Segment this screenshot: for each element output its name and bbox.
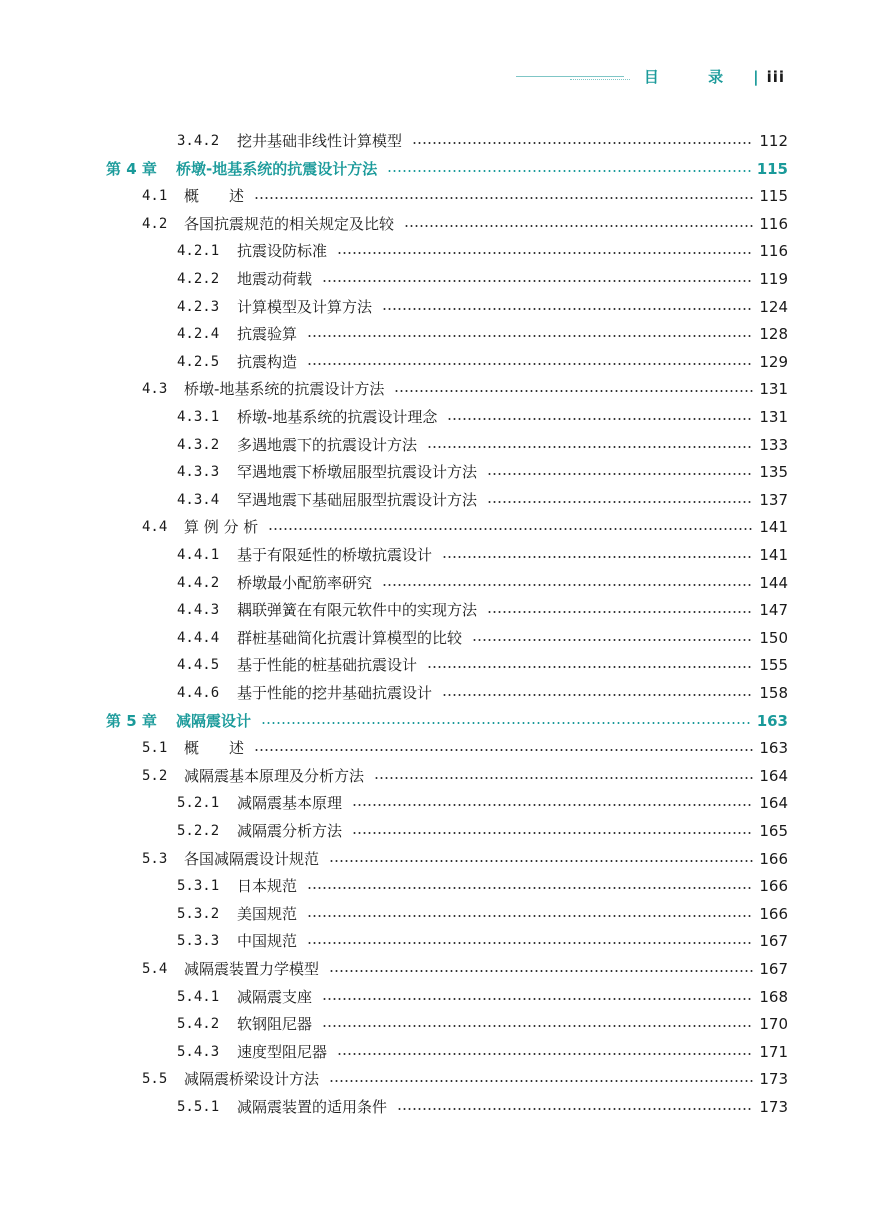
toc-entry[interactable] (142, 211, 788, 237)
toc-entry-number: 5.5.1 (177, 1099, 220, 1115)
toc-entry-page: 163 (759, 739, 788, 758)
toc-entry-page: 171 (759, 1042, 788, 1061)
toc-entry-number: 5.4.3 (177, 1043, 220, 1060)
toc-entry-page: 133 (759, 435, 788, 454)
toc-entry-number: 4.3.3 (177, 464, 220, 481)
dot-leader (352, 804, 753, 806)
toc-entry[interactable] (177, 487, 788, 513)
toc-entry-page: 155 (759, 656, 788, 675)
dot-leader (394, 390, 753, 392)
toc-entry-page: 115 (759, 187, 788, 206)
toc-entry-number: 3.4.2 (177, 133, 220, 149)
toc-entry[interactable] (177, 266, 788, 292)
toc-entry-title: 挖井基础非线性计算模型 (237, 132, 403, 150)
toc-entry-title: 减隔震基本原理及分析方法 (184, 766, 365, 785)
toc-entry-title: 美国规范 (237, 904, 298, 923)
toc-entry-page: 173 (759, 1098, 788, 1116)
toc-entry[interactable] (177, 873, 788, 899)
toc-entry-title: 抗震验算 (237, 325, 298, 344)
toc-entry[interactable] (177, 432, 788, 458)
toc-entry[interactable] (142, 956, 788, 982)
dot-leader (487, 501, 753, 503)
toc-entry[interactable] (177, 128, 788, 154)
toc-entry-title: 桥墩最小配筋率研究 (237, 573, 373, 592)
toc-chapter-entry[interactable] (106, 708, 788, 734)
toc-entry-page: 137 (759, 490, 788, 509)
toc-entry-number: 5.4.1 (177, 988, 220, 1005)
toc-entry-title: 计算模型及计算方法 (237, 297, 373, 316)
toc-entry-title: 抗震构造 (237, 352, 298, 371)
toc-entry-number: 5.2.1 (177, 795, 220, 812)
toc-entry-number: 4.2.5 (177, 353, 220, 370)
toc-entry-title: 耦联弹簧在有限元软件中的实现方法 (237, 601, 478, 620)
dot-leader (322, 998, 753, 1000)
dot-leader (322, 1025, 753, 1027)
toc-entry-page: 150 (759, 628, 788, 647)
toc-entry-page: 116 (759, 214, 788, 233)
toc-entry-page: 167 (759, 960, 788, 978)
toc-entry-title: 罕遇地震下桥墩屈服型抗震设计方法 (237, 463, 478, 482)
toc-entry[interactable] (177, 818, 788, 844)
toc-entry[interactable] (142, 735, 788, 761)
toc-entry-number: 5.3.1 (177, 878, 220, 895)
header-rule (516, 76, 624, 77)
toc-entry-page: 158 (759, 684, 788, 702)
toc-entry[interactable] (177, 652, 788, 678)
toc-entry-title: 减隔震支座 (237, 987, 313, 1006)
toc-entry-number: 4.4.2 (177, 574, 220, 591)
toc-entry-page: 141 (759, 546, 788, 564)
dot-leader (397, 1108, 753, 1110)
toc-entry-title: 桥墩-地基系统的抗震设计方法 (184, 380, 385, 399)
toc-entry-title: 算 例 分 析 (184, 518, 259, 537)
toc-entry-number: 5.5 (142, 1071, 168, 1088)
toc-entry-page: 164 (759, 766, 788, 785)
toc-entry[interactable] (177, 597, 788, 623)
dot-leader (404, 225, 753, 227)
toc-entry-page: 168 (759, 987, 788, 1006)
toc-entry[interactable] (177, 238, 788, 264)
dot-leader (254, 749, 753, 751)
dot-leader (472, 639, 753, 641)
toc-entry-page: 167 (759, 932, 788, 951)
toc-entry[interactable] (177, 1094, 788, 1120)
dot-leader (487, 473, 753, 475)
toc-entry-number: 5.3.3 (177, 933, 220, 950)
toc-entry-number: 4.4.1 (177, 547, 220, 563)
dot-leader (261, 722, 751, 724)
dot-leader (387, 170, 750, 172)
toc-entry-number: 4.2 (142, 215, 168, 232)
toc-entry-number: 4.4 (142, 519, 168, 536)
dot-leader (329, 860, 753, 862)
toc-entry-number: 4.2.4 (177, 326, 220, 343)
toc-entry-title: 基于性能的桩基础抗震设计 (237, 656, 418, 675)
toc-entry-title: 减隔震基本原理 (237, 794, 343, 813)
toc-entry-title: 软钢阻尼器 (237, 1015, 313, 1034)
toc-entry-number: 4.4.5 (177, 657, 220, 674)
dot-leader (307, 915, 753, 917)
toc-entry-page: 147 (759, 601, 788, 620)
toc-entry[interactable] (177, 984, 788, 1010)
toc-entry[interactable] (177, 404, 788, 430)
toc-entry-page: 115 (756, 159, 788, 178)
toc-entry-number: 4.3 (142, 381, 168, 398)
toc-entry[interactable] (177, 1039, 788, 1065)
toc-entry[interactable] (142, 183, 788, 209)
toc-entry-title: 速度型阻尼器 (237, 1042, 328, 1061)
dot-leader (329, 1080, 753, 1082)
toc-entry-number: 5.3 (142, 850, 168, 867)
dot-leader (307, 335, 753, 337)
dot-leader (337, 1053, 753, 1055)
dot-leader (442, 694, 753, 696)
dot-leader (487, 611, 753, 613)
toc-entry[interactable] (142, 763, 788, 789)
toc-entry-number: 5.4.2 (177, 1016, 220, 1033)
toc-chapter-entry[interactable] (106, 156, 788, 182)
toc-entry-number: 5.3.2 (177, 905, 220, 922)
toc-entry-title: 基于性能的挖井基础抗震设计 (237, 684, 433, 702)
toc-entry[interactable] (177, 928, 788, 954)
toc-entry[interactable] (142, 514, 788, 540)
toc-entry[interactable] (177, 570, 788, 596)
dot-leader (329, 970, 753, 972)
dot-leader (427, 446, 753, 448)
toc-entry-title: 减隔震装置的适用条件 (237, 1098, 388, 1116)
dot-leader (307, 942, 753, 944)
dot-leader (382, 584, 753, 586)
toc-entry-page: 131 (759, 380, 788, 399)
dot-leader (268, 528, 753, 530)
toc-entry-page: 170 (759, 1015, 788, 1034)
toc-entry-title: 群桩基础简化抗震计算模型的比较 (237, 628, 463, 647)
toc-entry-title: 日本规范 (237, 877, 298, 896)
toc-entry-page: 129 (759, 352, 788, 371)
toc-entry-page: 163 (756, 711, 788, 730)
toc-entry[interactable] (177, 901, 788, 927)
running-header (516, 66, 785, 87)
toc-entry-page: 166 (759, 904, 788, 923)
dot-leader (307, 363, 753, 365)
toc-entry-number: 5.2 (142, 767, 168, 784)
dot-leader (254, 197, 753, 199)
dot-leader (307, 887, 753, 889)
toc-entry-number: 4.2.3 (177, 298, 220, 315)
toc-entry-title: 罕遇地震下基础屈服型抗震设计方法 (237, 490, 478, 509)
dot-leader (322, 280, 753, 282)
toc-entry[interactable] (142, 846, 788, 872)
toc-entry[interactable] (142, 376, 788, 402)
toc-entry-title: 概 述 (184, 187, 245, 206)
toc-entry-title: 减隔震分析方法 (237, 822, 343, 840)
toc-entry[interactable] (177, 625, 788, 651)
toc-entry-title: 概 述 (184, 739, 245, 758)
toc-entry-page: 131 (759, 408, 788, 426)
toc-entry[interactable] (177, 349, 788, 375)
dot-leader (352, 832, 753, 834)
toc-entry-page: 116 (759, 242, 788, 261)
toc-entry[interactable] (177, 321, 788, 347)
toc-entry-page: 124 (759, 297, 788, 316)
toc-entry[interactable] (177, 680, 788, 706)
toc-entry-title: 多遇地震下的抗震设计方法 (237, 435, 418, 454)
dot-leader (412, 142, 753, 144)
toc-entry-title: 抗震设防标准 (237, 242, 328, 261)
toc-entry-page: 165 (759, 822, 788, 840)
toc-entry-page: 112 (759, 132, 788, 150)
toc-entry-number: 5.1 (142, 740, 168, 757)
toc-entry-page: 164 (759, 794, 788, 813)
dot-leader (427, 666, 753, 668)
toc-entry[interactable] (177, 542, 788, 568)
toc-entry-page: 166 (759, 849, 788, 868)
header-page-number: iii (766, 67, 785, 86)
toc-entry-title: 减隔震设计 (176, 711, 252, 730)
toc-entry-number: 4.2.1 (177, 243, 220, 260)
toc-entry-title: 基于有限延性的桥墩抗震设计 (237, 546, 433, 564)
header-separator: | (753, 67, 759, 86)
toc-entry-number: 4.2.2 (177, 271, 220, 287)
dot-leader (337, 252, 753, 254)
dot-leader (442, 556, 753, 558)
toc-entry-title: 减隔震桥梁设计方法 (184, 1070, 320, 1089)
toc-entry-page: 141 (759, 518, 788, 537)
toc-entry-page: 119 (759, 270, 788, 288)
toc-entry-number: 4.1 (142, 188, 168, 205)
toc-entry-title: 地震动荷载 (237, 270, 313, 288)
toc-entry-page: 166 (759, 877, 788, 896)
toc-entry-number: 4.3.4 (177, 491, 220, 508)
dot-leader (382, 308, 753, 310)
toc-entry-title: 桥墩-地基系统的抗震设计理念 (237, 408, 438, 426)
toc-entry-number: 4.3.2 (177, 436, 220, 453)
dot-leader (374, 777, 753, 779)
toc-entry[interactable] (142, 1066, 788, 1092)
toc-entry-page: 173 (759, 1070, 788, 1089)
toc-entry-title: 中国规范 (237, 932, 298, 951)
toc-entry-title: 各国抗震规范的相关规定及比较 (184, 214, 395, 233)
toc-entry-title: 减隔震装置力学模型 (184, 960, 320, 978)
toc-entry-title: 桥墩-地基系统的抗震设计方法 (176, 159, 378, 178)
toc-entry[interactable] (177, 1011, 788, 1037)
toc-entry-number: 第 5 章 (106, 711, 157, 730)
header-title: 目 录 (643, 68, 746, 86)
toc-entry-number: 5.4 (142, 961, 168, 977)
toc-entry-number: 5.2.2 (177, 823, 220, 839)
toc-entry-number: 4.4.6 (177, 685, 220, 701)
toc-entry-page: 144 (759, 573, 788, 592)
toc-entry-number: 第 4 章 (106, 159, 157, 178)
toc-entry-page: 135 (759, 463, 788, 482)
toc-entry-number: 4.3.1 (177, 409, 220, 425)
toc-entry-title: 各国减隔震设计规范 (184, 849, 320, 868)
toc-entry-number: 4.4.4 (177, 629, 220, 646)
toc-entry-page: 128 (759, 325, 788, 344)
toc-entry[interactable] (177, 294, 788, 320)
toc-entry[interactable] (177, 459, 788, 485)
toc-entry[interactable] (177, 790, 788, 816)
toc-entry-number: 4.4.3 (177, 602, 220, 619)
dot-leader (447, 418, 753, 420)
